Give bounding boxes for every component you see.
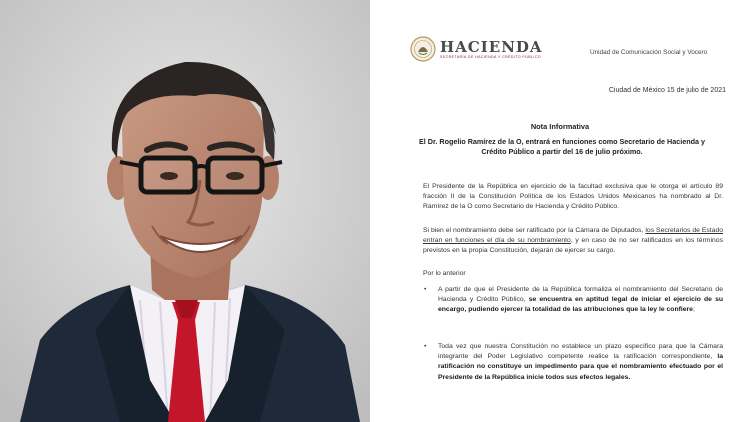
bullet-no-deadline-bold: la ratificación no constituye un impedimento para que el nombramiento efectuado por el Presidente de la República inicie todos sus efectos legales. — [438, 353, 723, 381]
portrait-illustration — [0, 0, 370, 422]
issuing-unit: Unidad de Comunicación Social y Vocero — [590, 49, 708, 56]
bullet-legal-aptitude-part-c: ; — [692, 306, 695, 314]
paragraph-ratification — [423, 226, 723, 257]
document-title: Nota Informativa — [530, 122, 590, 131]
bullet-no-deadline — [438, 342, 723, 383]
bullet-legal-aptitude — [438, 285, 723, 316]
brand-subtitle: SECRETARÍA DE HACIENDA Y CRÉDITO PÚBLICO — [440, 54, 542, 59]
national-seal-icon — [410, 36, 436, 62]
bullet-legal-aptitude-bold: se encuentra en aptitud legal de iniciar el ejercicio de su encargo, pudiendo ejercer la totalidad de las atribuciones que la ley le confiere — [438, 296, 724, 314]
document-headline: El Dr. Rogelio Ramírez de la O, entrará en funciones como Secretario de Hacienda y Crédito Público a partir del 16 de julio próximo. — [419, 137, 705, 156]
bullet-no-deadline-part-a: Toda vez que nuestra Constitución no establece un plazo específico para que la Cámara integrante del Poder Legislativo competente realice la ratificación correspondiente, — [438, 343, 723, 361]
portrait-photo — [0, 0, 370, 422]
document-date: Ciudad de México 15 de julio de 2021 — [608, 87, 726, 94]
paragraph-ratification-part-a: Si bien el nombramiento debe ser ratificado por la Cámara de Diputados, — [423, 227, 644, 234]
paragraph-ratification-underlined: los Secretarios de Estado entran en funciones el día de su nombramiento — [423, 227, 724, 245]
press-release-document — [370, 0, 750, 422]
paragraph-therefore: Por lo anterior — [423, 270, 466, 277]
hacienda-logo — [410, 36, 543, 62]
paragraph-appointment: El Presidente de la República en ejercicio de la facultad exclusiva que le otorga el artículo 89 fracción II de la Constitución Política de los Estados Unidos Mexicanos ha nombrado al Dr. Ramírez de la O como Secretario de Hacienda y Crédito Público. — [423, 183, 723, 211]
brand-name: HACIENDA — [440, 37, 543, 56]
paragraph-ratification-part-b: , y en caso de no ser ratificados en los términos previstos en la propia Constitución, dejarán de ejercer su cargo. — [423, 237, 723, 255]
bullet-legal-aptitude-part-a: A partir de que el Presidente de la República formaliza el nombramiento del Secretario de Hacienda y Crédito Público, — [438, 286, 723, 304]
